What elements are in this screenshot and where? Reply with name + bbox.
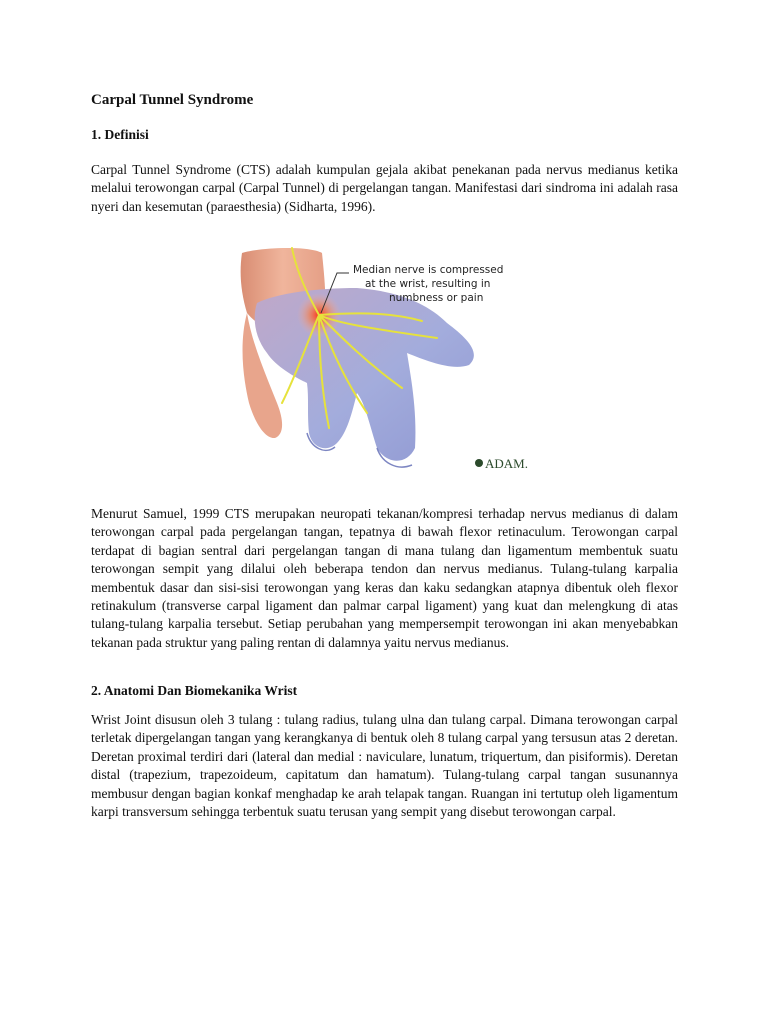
paragraph-definition: Carpal Tunnel Syndrome (CTS) adalah kumpulan gejala akibat penekanan pada nervus medianus ketika melalui terowongan carpal (Carpal Tunnel) di pergelangan tangan. Manifestasi dari sindroma ini adalah rasa nyeri dan kesemutan (paraesthesia) (Sidharta, 1996). (91, 162, 678, 214)
paragraph-samuel: Menurut Samuel, 1999 CTS merupakan neuropati tekanan/kompresi terhadap nervus medianus di dalam terowongan carpal pada pergelangan tangan, tepatnya di bawah flexor retinaculum. Terowongan carpal terdapat di bagian sentral dari pergelangan tangan di mana tulang dan ligamentum membentuk suatu terowongan sempit yang dilalui oleh beberapa tendon dan nervus medianus. Tulang-tulang karpalia membentuk dasar dan sisi-sisi terowongan yang keras dan kaku sedangkan atapnya dibentuk oleh flexor retinakulum (transverse carpal ligament dan palmar carpal ligament) yang kuat dan melengkung di atas tulang-tulang karpalia tersebut. Setiap perubahan yang mempersempit terowongan ini akan menyebabkan tekanan pada struktur yang paling rentan di dalamnya yaitu nervus medianus. (91, 506, 678, 650)
section-heading-definisi: 1. Definisi (91, 127, 149, 142)
caption-line-1: Median nerve is compressed (353, 264, 504, 276)
caption-line-3: numbness or pain (389, 292, 484, 304)
document-title: Carpal Tunnel Syndrome (91, 92, 254, 108)
section-heading-anatomi: 2. Anatomi Dan Biomekanika Wrist (91, 683, 298, 698)
caption-line-2: at the wrist, resulting in (365, 278, 491, 290)
hand-illustration (237, 243, 537, 475)
paragraph-anatomy: Wrist Joint disusun oleh 3 tulang : tulang radius, tulang ulna dan tulang carpal. Dimana terowongan carpal terletak dipergelangan tangan yang kerangkanya di bentuk oleh 8 tulang carpal yang tersusun atas 2 deretan. Deretan proximal terdiri dari (lateral dan medial : naviculare, lunatum, triquertum, dan pisiformis). Deretan distal (trapezium, trapezoideum, capitatum dan hamatum). Tulang-tulang carpal tangan susunannya membusur dengan bagian konkaf menghadap ke arah telapak tangan. Ruangan ini tertutup oleh ligamentum karpi transversum sehingga terbentuk suatu terusan yang sempit yang disebut terowongan carpal. (91, 712, 678, 820)
hand-nerve-diagram (237, 243, 537, 475)
adam-logo-icon (475, 459, 483, 467)
adam-logo: ADAM. (485, 456, 528, 471)
